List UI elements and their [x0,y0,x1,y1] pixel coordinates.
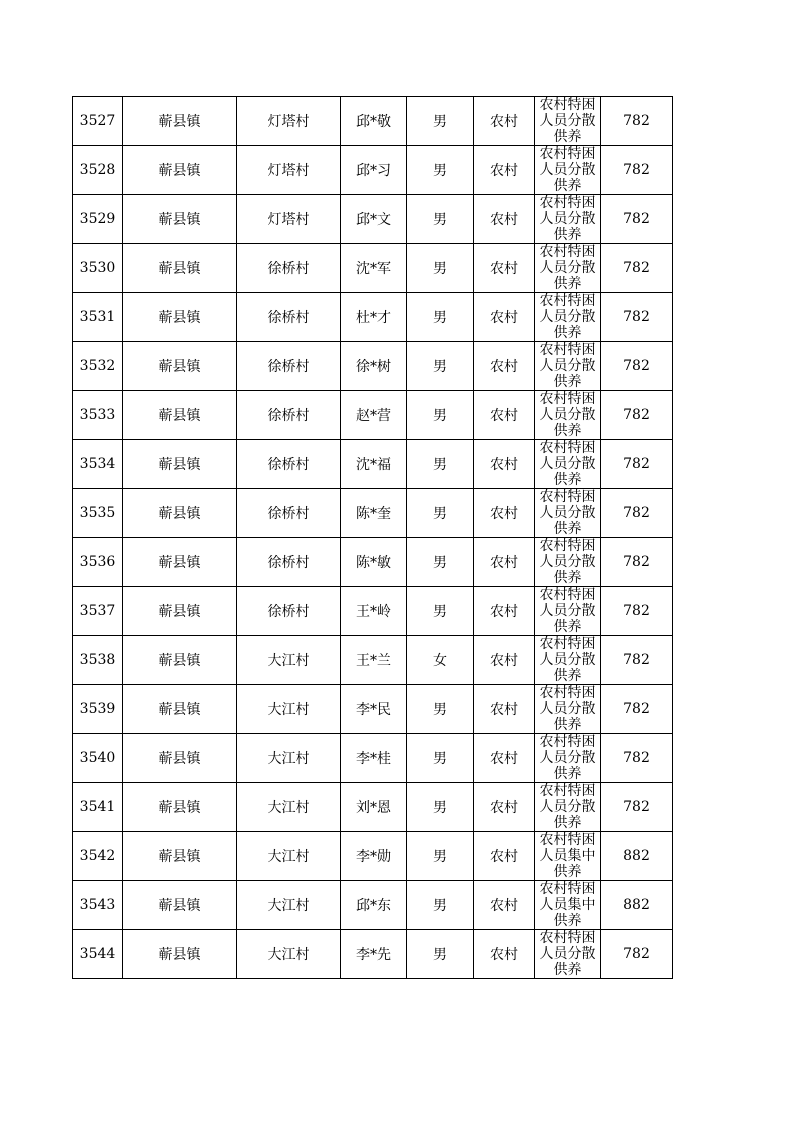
assistance-category-cell [535,587,601,636]
table-row [73,391,673,440]
serial-number-cell: 3544 [73,930,123,979]
residence-type-cell: 农村 [474,832,535,881]
gender-cell: 男 [407,832,474,881]
gender-cell: 男 [407,195,474,244]
name-cell: 李*先 [341,930,407,979]
table-row [73,97,673,146]
table-row [73,244,673,293]
gender-cell: 男 [407,881,474,930]
serial-number-cell: 3540 [73,734,123,783]
serial-number-cell: 3527 [73,97,123,146]
assistance-category-cell [535,195,601,244]
town-cell: 蕲县镇 [123,587,237,636]
town-cell: 蕲县镇 [123,342,237,391]
residence-type-cell: 农村 [474,587,535,636]
amount-cell: 782 [601,587,673,636]
table-row [73,440,673,489]
residence-type-cell: 农村 [474,538,535,587]
name-cell: 王*兰 [341,636,407,685]
amount-cell: 782 [601,97,673,146]
assistance-category-cell [535,244,601,293]
residence-type-cell: 农村 [474,391,535,440]
table-row [73,489,673,538]
table-row [73,783,673,832]
amount-cell: 782 [601,489,673,538]
residence-type-cell: 农村 [474,244,535,293]
town-cell: 蕲县镇 [123,636,237,685]
gender-cell: 女 [407,636,474,685]
residence-type-cell: 农村 [474,685,535,734]
residence-type-cell: 农村 [474,146,535,195]
gender-cell: 男 [407,391,474,440]
gender-cell: 男 [407,489,474,538]
assistance-category-cell [535,685,601,734]
roster-body [73,97,673,979]
town-cell: 蕲县镇 [123,195,237,244]
assistance-category-cell [535,293,601,342]
serial-number-cell: 3538 [73,636,123,685]
assistance-category-cell [535,440,601,489]
gender-cell: 男 [407,930,474,979]
table-row [73,636,673,685]
residence-type-cell: 农村 [474,734,535,783]
assistance-category-cell [535,832,601,881]
town-cell: 蕲县镇 [123,930,237,979]
village-cell: 徐桥村 [237,587,341,636]
town-cell: 蕲县镇 [123,685,237,734]
name-cell: 杜*才 [341,293,407,342]
town-cell: 蕲县镇 [123,734,237,783]
amount-cell: 782 [601,195,673,244]
amount-cell: 782 [601,146,673,195]
name-cell: 邱*文 [341,195,407,244]
serial-number-cell: 3533 [73,391,123,440]
village-cell: 灯塔村 [237,146,341,195]
assistance-category-cell [535,930,601,979]
village-cell: 大江村 [237,734,341,783]
serial-number-cell: 3537 [73,587,123,636]
assistance-category-text: 农村特困人员分散供养 [539,146,596,194]
name-cell: 李*民 [341,685,407,734]
gender-cell: 男 [407,783,474,832]
assistance-category-text: 农村特困人员集中供养 [539,881,596,929]
gender-cell: 男 [407,97,474,146]
assistance-category-text: 农村特困人员分散供养 [539,636,596,684]
amount-cell: 882 [601,832,673,881]
village-cell: 大江村 [237,685,341,734]
assistance-category-text: 农村特困人员分散供养 [539,783,596,831]
village-cell: 大江村 [237,832,341,881]
village-cell: 徐桥村 [237,342,341,391]
roster-table [72,96,673,979]
assistance-category-text: 农村特困人员分散供养 [539,538,596,586]
village-cell: 徐桥村 [237,440,341,489]
table-row [73,930,673,979]
table-row [73,587,673,636]
gender-cell: 男 [407,587,474,636]
village-cell: 徐桥村 [237,293,341,342]
assistance-category-text: 农村特困人员分散供养 [539,244,596,292]
residence-type-cell: 农村 [474,930,535,979]
name-cell: 沈*福 [341,440,407,489]
serial-number-cell: 3530 [73,244,123,293]
amount-cell: 782 [601,244,673,293]
serial-number-cell: 3534 [73,440,123,489]
residence-type-cell: 农村 [474,783,535,832]
assistance-category-text: 农村特困人员分散供养 [539,97,596,145]
assistance-category-text: 农村特困人员集中供养 [539,832,596,880]
amount-cell: 782 [601,293,673,342]
assistance-category-cell [535,342,601,391]
village-cell: 大江村 [237,636,341,685]
serial-number-cell: 3539 [73,685,123,734]
amount-cell: 782 [601,391,673,440]
gender-cell: 男 [407,342,474,391]
residence-type-cell: 农村 [474,489,535,538]
town-cell: 蕲县镇 [123,832,237,881]
amount-cell: 782 [601,685,673,734]
name-cell: 李*桂 [341,734,407,783]
name-cell: 沈*军 [341,244,407,293]
gender-cell: 男 [407,440,474,489]
amount-cell: 782 [601,783,673,832]
table-row [73,342,673,391]
town-cell: 蕲县镇 [123,146,237,195]
amount-cell: 782 [601,538,673,587]
assistance-category-text: 农村特困人员分散供养 [539,930,596,978]
gender-cell: 男 [407,293,474,342]
serial-number-cell: 3531 [73,293,123,342]
assistance-category-cell [535,489,601,538]
town-cell: 蕲县镇 [123,538,237,587]
amount-cell: 782 [601,734,673,783]
serial-number-cell: 3535 [73,489,123,538]
serial-number-cell: 3542 [73,832,123,881]
table-row [73,734,673,783]
assistance-category-text: 农村特困人员分散供养 [539,391,596,439]
assistance-category-text: 农村特困人员分散供养 [539,293,596,341]
assistance-category-cell [535,391,601,440]
gender-cell: 男 [407,734,474,783]
name-cell: 徐*树 [341,342,407,391]
gender-cell: 男 [407,538,474,587]
village-cell: 灯塔村 [237,97,341,146]
assistance-category-cell [535,783,601,832]
town-cell: 蕲县镇 [123,293,237,342]
town-cell: 蕲县镇 [123,783,237,832]
assistance-category-cell [535,734,601,783]
assistance-category-text: 农村特困人员分散供养 [539,440,596,488]
village-cell: 徐桥村 [237,538,341,587]
assistance-category-cell [535,881,601,930]
town-cell: 蕲县镇 [123,391,237,440]
village-cell: 灯塔村 [237,195,341,244]
table-row [73,195,673,244]
town-cell: 蕲县镇 [123,244,237,293]
table-row [73,538,673,587]
residence-type-cell: 农村 [474,195,535,244]
assistance-category-text: 农村特困人员分散供养 [539,195,596,243]
serial-number-cell: 3532 [73,342,123,391]
table-row [73,832,673,881]
name-cell: 王*岭 [341,587,407,636]
amount-cell: 782 [601,930,673,979]
table-row [73,685,673,734]
residence-type-cell: 农村 [474,293,535,342]
serial-number-cell: 3541 [73,783,123,832]
gender-cell: 男 [407,685,474,734]
town-cell: 蕲县镇 [123,881,237,930]
amount-cell: 782 [601,440,673,489]
assistance-category-text: 农村特困人员分散供养 [539,342,596,390]
town-cell: 蕲县镇 [123,440,237,489]
residence-type-cell: 农村 [474,342,535,391]
name-cell: 赵*营 [341,391,407,440]
assistance-category-cell [535,97,601,146]
village-cell: 徐桥村 [237,391,341,440]
town-cell: 蕲县镇 [123,97,237,146]
name-cell: 陈*奎 [341,489,407,538]
assistance-category-text: 农村特困人员分散供养 [539,734,596,782]
village-cell: 徐桥村 [237,244,341,293]
residence-type-cell: 农村 [474,97,535,146]
serial-number-cell: 3536 [73,538,123,587]
table-row [73,146,673,195]
village-cell: 大江村 [237,783,341,832]
assistance-category-cell [535,146,601,195]
assistance-category-text: 农村特困人员分散供养 [539,587,596,635]
amount-cell: 882 [601,881,673,930]
gender-cell: 男 [407,244,474,293]
residence-type-cell: 农村 [474,636,535,685]
name-cell: 李*勋 [341,832,407,881]
serial-number-cell: 3543 [73,881,123,930]
name-cell: 刘*恩 [341,783,407,832]
amount-cell: 782 [601,636,673,685]
village-cell: 大江村 [237,881,341,930]
name-cell: 陈*敏 [341,538,407,587]
table-row [73,881,673,930]
amount-cell: 782 [601,342,673,391]
assistance-category-cell [535,538,601,587]
serial-number-cell: 3529 [73,195,123,244]
assistance-category-text: 农村特困人员分散供养 [539,489,596,537]
gender-cell: 男 [407,146,474,195]
village-cell: 大江村 [237,930,341,979]
name-cell: 邱*敬 [341,97,407,146]
name-cell: 邱*东 [341,881,407,930]
village-cell: 徐桥村 [237,489,341,538]
assistance-category-cell [535,636,601,685]
residence-type-cell: 农村 [474,440,535,489]
table-row [73,293,673,342]
serial-number-cell: 3528 [73,146,123,195]
assistance-category-text: 农村特困人员分散供养 [539,685,596,733]
name-cell: 邱*习 [341,146,407,195]
town-cell: 蕲县镇 [123,489,237,538]
residence-type-cell: 农村 [474,881,535,930]
